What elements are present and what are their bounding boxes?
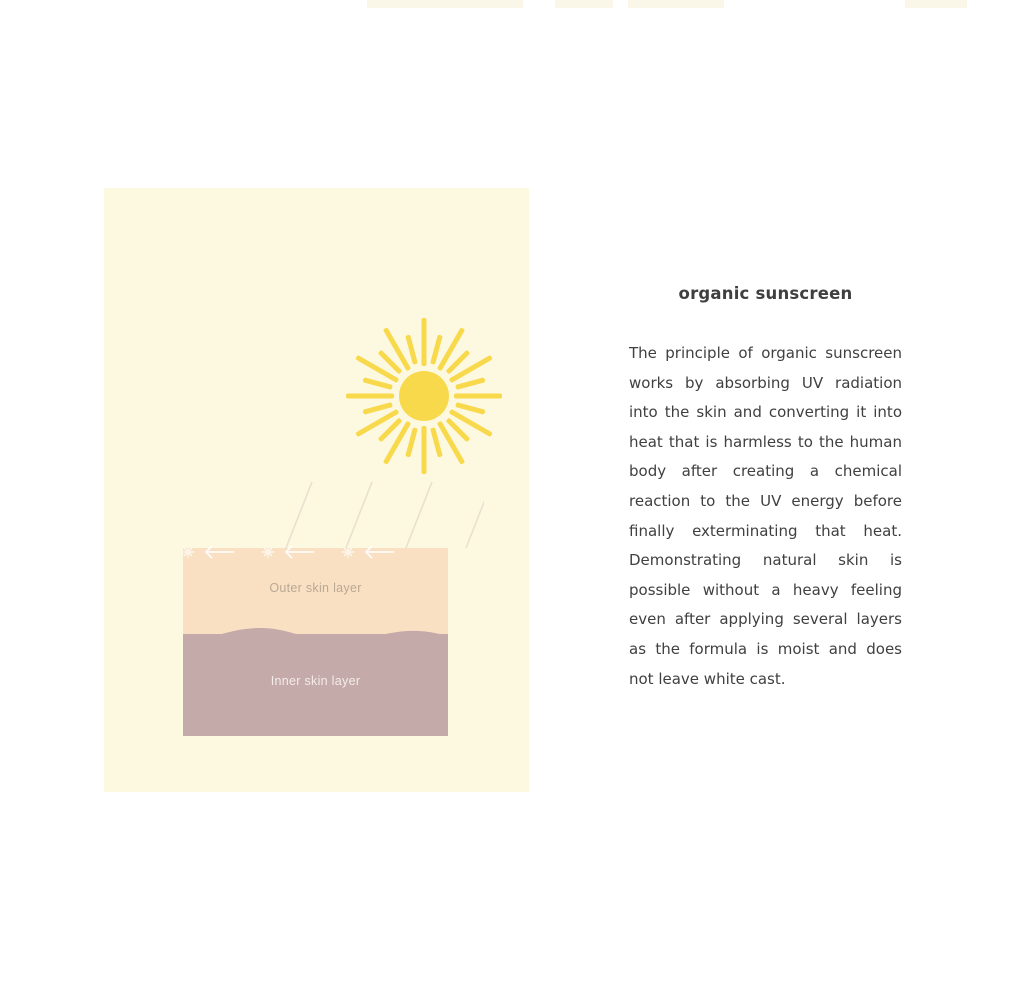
- skin-cross-section: [183, 548, 448, 736]
- organic-sunscreen-diagram: [104, 188, 529, 792]
- sun-ray: [422, 318, 427, 366]
- inner-skin-layer-label: Inner skin layer: [270, 674, 361, 688]
- body-paragraph: The principle of organic sunscreen works by absorbing UV radiation into the skin and converting it into heat that is harmless to the human body after creating a chemical reaction to the UV energy before finally exterminating that heat. Demonstrating natural skin is possible without a heavy feeling even after applying several layers as the formula is moist and does not leave white cast.: [629, 344, 902, 688]
- sparkle-icon: [182, 546, 194, 558]
- sparkle-icon: [262, 546, 274, 558]
- outer-skin-layer-label: Outer skin layer: [269, 581, 362, 595]
- sun-ray: [405, 427, 418, 457]
- sun-ray: [405, 334, 418, 364]
- page-title: organic sunscreen: [678, 284, 853, 303]
- top-strip-2: [555, 0, 613, 8]
- left-arrow-icon: [206, 546, 234, 558]
- left-arrow-icon: [366, 546, 394, 558]
- top-strip-4: [905, 0, 967, 8]
- sun-ray: [449, 355, 493, 383]
- top-strip-1: [367, 0, 523, 8]
- sun-ray: [454, 394, 502, 399]
- top-edge-artifacts: [0, 0, 1020, 10]
- sun-icon: [344, 316, 504, 476]
- sun-ray: [362, 377, 392, 390]
- sun-ray: [422, 426, 427, 474]
- sun-ray: [383, 421, 411, 465]
- sun-ray: [346, 394, 394, 399]
- uv-deflection-arrows: [174, 536, 464, 568]
- sun-core: [399, 371, 449, 421]
- sparkle-icon: [342, 546, 354, 558]
- sun-ray: [455, 377, 485, 390]
- left-arrow-icon: [286, 546, 314, 558]
- top-strip-3: [628, 0, 724, 8]
- text-column: [629, 284, 902, 694]
